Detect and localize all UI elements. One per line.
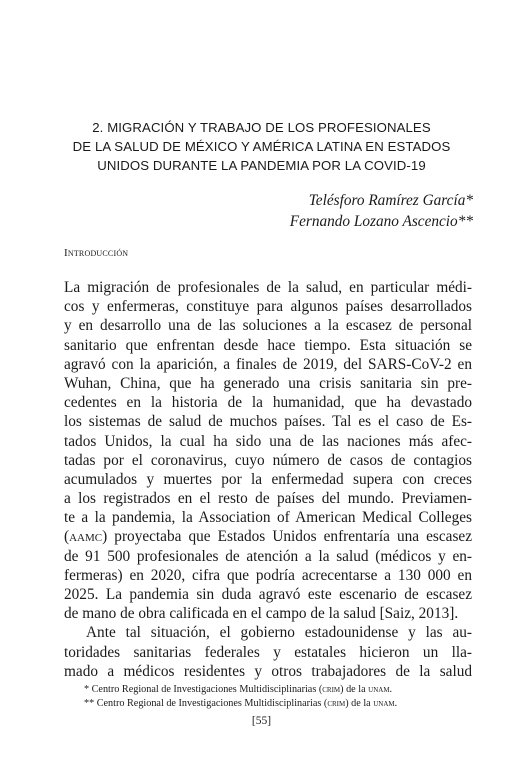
body-line: tadas por el coronavirus, cuyo número de casos de contagios <box>64 451 472 469</box>
body-line: de mano de obra calificada en el campo de la salud [Saiz, 2013]. <box>64 605 459 623</box>
acronym: unam <box>368 684 390 695</box>
body-line: Wuhan, China, que ha generado una crisis sanitaria sin pre- <box>64 374 472 392</box>
body-line: tados Unidos, la cual ha sido una de las naciones más afec- <box>64 432 472 450</box>
footnote: * Centro Regional de Investigaciones Multidisciplinarias (crim) de la unam. <box>84 684 393 695</box>
chapter-title-line: 2. MIGRACIÓN Y TRABAJO DE LOS PROFESIONALES <box>92 120 431 135</box>
body-line: cos y enfermeras, constituye para algunos países desarrollados <box>64 298 472 316</box>
body-line: mado a médicos residentes y otros trabajadores de la salud <box>64 662 472 680</box>
footnote: ** Centro Regional de Investigaciones Multidisciplinarias (crim) de la unam. <box>84 698 398 709</box>
body-line: los sistemas de salud de muchos países. Tal es el caso de Es- <box>64 413 472 431</box>
page-number: [55] <box>251 715 272 727</box>
body-line: La migración de profesionales de la salud, en particular médi- <box>64 279 472 296</box>
author-list <box>290 190 473 232</box>
section-heading: Introducción <box>64 247 129 259</box>
chapter-title-line: UNIDOS DURANTE LA PANDEMIA POR LA COVID-19 <box>97 158 426 173</box>
body-line: te a la pandemia, la Association of American Medical Colleges <box>64 509 472 527</box>
body-paragraphs <box>64 278 472 681</box>
body-line: 2025. La pandemia sin duda agravó este escenario de escasez <box>64 586 472 603</box>
acronym: crim <box>322 684 341 695</box>
body-line: agravó con la aparición, a finales de 2019, del SARS-CoV-2 en <box>64 355 472 373</box>
chapter-title-line: DE LA SALUD DE MÉXICO Y AMÉRICA LATINA EN ESTADOS <box>72 139 451 154</box>
body-line: a los registrados en el resto de países del mundo. Previamen- <box>64 490 472 508</box>
body-line: toridades sanitarias federales y estatales hicieron un lla- <box>64 643 472 661</box>
body-line: de 91 500 profesionales de atención a la salud (médicos y en- <box>64 547 472 565</box>
footnotes <box>84 683 484 711</box>
acronym: unam <box>373 698 395 709</box>
chapter-title <box>60 118 463 175</box>
body-line: Ante tal situación, el gobierno estadounidense y las au- <box>86 624 472 642</box>
acronym: aamc <box>69 528 103 546</box>
acronym: crim <box>327 698 346 709</box>
body-line: cedentes en la historia de la humanidad, que ha devastado <box>64 394 472 412</box>
body-line: (aamc) proyectaba que Estados Unidos enfrentaría una escasez <box>64 528 472 546</box>
body-line: sanitario que enfrentan desde hace tiempo. Esta situación se <box>64 336 472 354</box>
body-line: acumulados y muertes por la enfermedad supera con creces <box>64 470 472 488</box>
author-name: Telésforo Ramírez García* <box>308 192 473 209</box>
body-line: fermeras) en 2020, cifra que podría acrecentarse a 130 000 en <box>64 566 472 584</box>
author-name: Fernando Lozano Ascencio** <box>289 213 473 230</box>
body-line: y en desarrollo una de las soluciones a la escasez de personal <box>64 317 472 335</box>
